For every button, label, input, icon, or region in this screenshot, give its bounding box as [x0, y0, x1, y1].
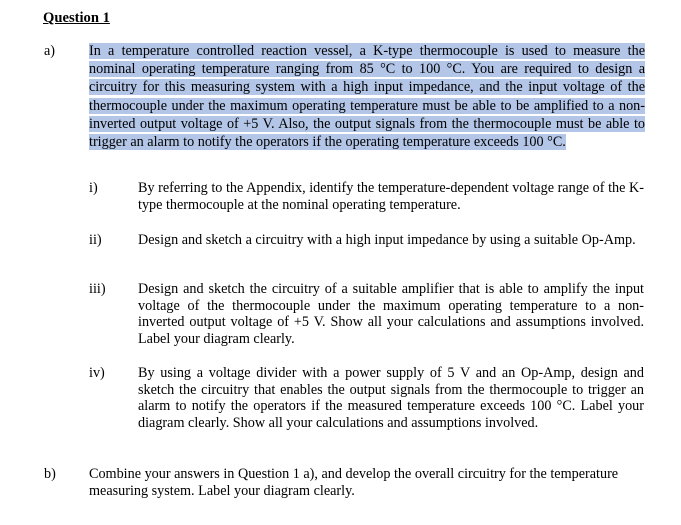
subquestion-ii-label: ii) [89, 232, 102, 248]
subquestion-iv-text: By using a voltage divider with a power supply of 5 V and an Op-Amp, design and sketch the circuitry that enables the output signals from the thermocouple to trigger an alarm to notify the operators if the measured temperature exceeds 100 °C. Label your diagram clearly. Show all your calculations and assumptions involved. [138, 365, 644, 431]
subquestion-iv-label: iv) [89, 365, 105, 381]
subquestion-iii-text: Design and sketch the circuitry of a suitable amplifier that is able to amplify the input voltage of the thermocouple under the maximum operating temperature to a non-inverted output voltage of +5 V. Show all your calculations and assumptions involved. Label your diagram clearly. [138, 281, 644, 347]
subquestion-ii-text: Design and sketch a circuitry with a high input impedance by using a suitable Op-Amp. [138, 232, 636, 248]
part-b-text: Combine your answers in Question 1 a), and develop the overall circuitry for the temperature measuring system. Label your diagram clearly. [89, 466, 619, 499]
question-title: Question 1 [43, 10, 110, 26]
part-a-label: a) [44, 43, 56, 59]
part-a-highlighted-text[interactable]: In a temperature controlled reaction vessel, a K-type thermocouple is used to measure the nominal operating temperature ranging from 85 °C to 100 °C. You are required to design a circuitry for this measuring system with a high input impedance, and the input voltage of the thermocouple under the maximum operating temperature must be able to be amplified to a non-inverted output voltage of +5 V. Also, the output signals from the thermocouple must be able to trigger an alarm to notify the operators if the operating temperature exceeds 100 °C. [89, 43, 645, 151]
part-b-label: b) [44, 466, 56, 482]
subquestion-i-label: i) [89, 180, 98, 196]
subquestion-iii-label: iii) [89, 281, 106, 297]
subquestion-i-text: By referring to the Appendix, identify the temperature-dependent voltage range of the K-type thermocouple at the nominal operating temperature. [138, 180, 644, 213]
part-a-paragraph[interactable] [89, 42, 645, 151]
